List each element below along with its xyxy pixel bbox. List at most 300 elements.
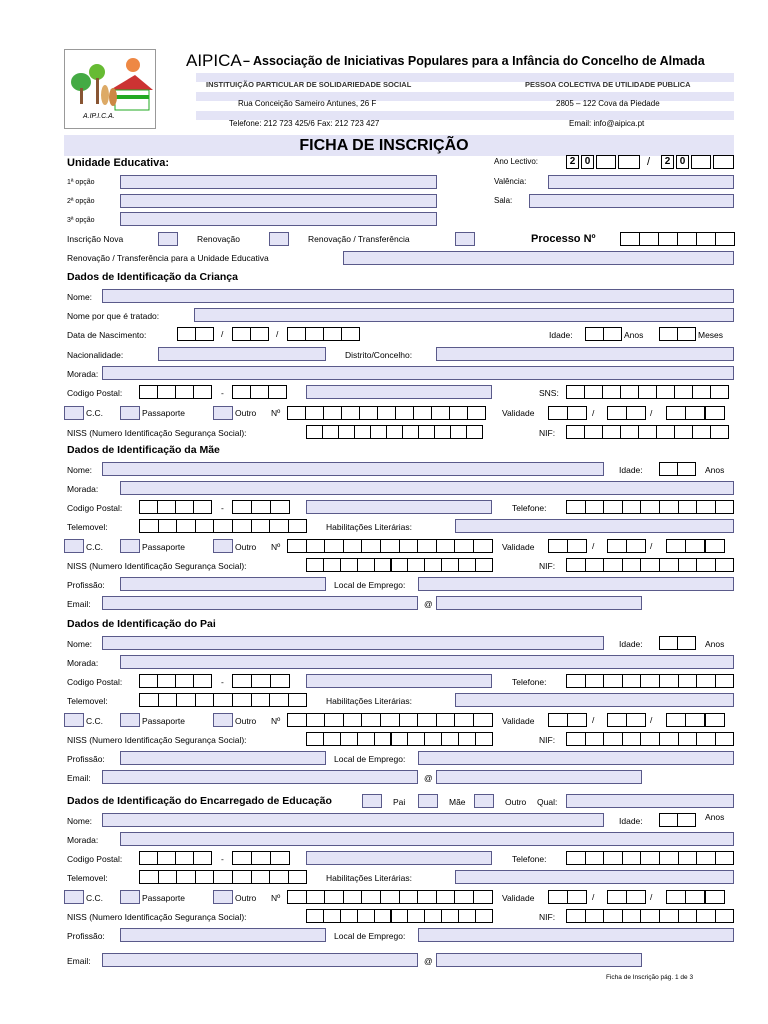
cell[interactable] (139, 500, 158, 514)
cell[interactable] (715, 232, 735, 246)
cell[interactable] (677, 327, 696, 341)
cell[interactable] (175, 385, 194, 399)
cell[interactable] (626, 890, 646, 904)
renov-unidade-field[interactable] (343, 251, 734, 265)
cell[interactable] (710, 385, 729, 399)
enc-outro2-checkbox[interactable] (474, 794, 494, 808)
pai-localidade-field[interactable] (306, 674, 492, 688)
cell[interactable] (213, 870, 233, 884)
cell[interactable] (603, 851, 623, 865)
enc-telefone-cells[interactable] (566, 851, 733, 865)
enc-nif-cells[interactable] (566, 909, 733, 923)
crianca-localidade-field[interactable] (306, 385, 492, 399)
cell[interactable] (607, 539, 627, 553)
cell[interactable] (458, 909, 476, 923)
cell[interactable] (678, 500, 698, 514)
cell[interactable] (602, 385, 621, 399)
renov-transf-checkbox[interactable] (455, 232, 475, 246)
cell[interactable] (677, 462, 696, 476)
pai-email-domain-field[interactable] (436, 770, 642, 784)
pai-cc-checkbox[interactable] (64, 713, 84, 727)
cell[interactable] (157, 851, 176, 865)
ano-cell-4[interactable] (618, 155, 640, 169)
pai-passaporte-checkbox[interactable] (120, 713, 140, 727)
cell[interactable] (232, 674, 252, 688)
cell[interactable] (417, 713, 437, 727)
cell[interactable] (658, 232, 678, 246)
cell[interactable] (566, 851, 586, 865)
cell[interactable] (715, 674, 735, 688)
cell[interactable] (250, 385, 269, 399)
cell[interactable] (620, 385, 639, 399)
cell[interactable] (473, 539, 493, 553)
cell[interactable] (473, 713, 493, 727)
cell[interactable] (705, 713, 725, 727)
cell[interactable] (341, 406, 360, 420)
cell[interactable] (139, 693, 159, 707)
enc-pai-checkbox[interactable] (362, 794, 382, 808)
cell[interactable] (620, 425, 639, 439)
crianca-nif-cells[interactable] (566, 425, 734, 439)
cell[interactable] (677, 813, 696, 827)
mae-doc-cells[interactable] (287, 539, 492, 553)
valencia-field[interactable] (548, 175, 734, 189)
cell[interactable] (548, 890, 568, 904)
cell[interactable] (340, 732, 358, 746)
cell[interactable] (391, 558, 409, 572)
pai-nif-cells[interactable] (566, 732, 733, 746)
cell[interactable] (287, 539, 307, 553)
cell[interactable] (585, 327, 604, 341)
cell[interactable] (232, 327, 251, 341)
cell[interactable] (567, 890, 587, 904)
cell[interactable] (585, 909, 605, 923)
cell[interactable] (323, 327, 342, 341)
cell[interactable] (287, 327, 306, 341)
pai-telemovel-cells[interactable] (139, 693, 306, 707)
cell[interactable] (705, 406, 725, 420)
cell[interactable] (548, 539, 568, 553)
mae-passaporte-checkbox[interactable] (120, 539, 140, 553)
cell[interactable] (678, 851, 698, 865)
cell[interactable] (584, 425, 603, 439)
mae-validade-cells[interactable] (548, 539, 734, 553)
cell[interactable] (710, 425, 729, 439)
pai-telefone-cells[interactable] (566, 674, 733, 688)
cell[interactable] (566, 425, 585, 439)
mae-localidade-field[interactable] (306, 500, 492, 514)
cell[interactable] (176, 519, 196, 533)
cell[interactable] (195, 327, 214, 341)
cell[interactable] (441, 909, 459, 923)
cell[interactable] (659, 674, 679, 688)
pai-habilitacoes-field[interactable] (455, 693, 734, 707)
cell[interactable] (232, 519, 252, 533)
cell[interactable] (324, 713, 344, 727)
cell[interactable] (380, 890, 400, 904)
cell[interactable] (692, 425, 711, 439)
cell[interactable] (287, 713, 307, 727)
cell[interactable] (270, 851, 290, 865)
mae-nome-field[interactable] (102, 462, 604, 476)
cell[interactable] (626, 713, 646, 727)
cell[interactable] (306, 732, 324, 746)
cell[interactable] (585, 558, 605, 572)
cell[interactable] (622, 909, 642, 923)
cell[interactable] (677, 636, 696, 650)
crianca-doc-cells[interactable] (287, 406, 492, 420)
mae-email-field[interactable] (102, 596, 418, 610)
cell[interactable] (157, 385, 176, 399)
crianca-niss-cells[interactable] (306, 425, 492, 439)
cell[interactable] (399, 890, 419, 904)
cell[interactable] (666, 713, 686, 727)
cell[interactable] (659, 851, 679, 865)
cell[interactable] (139, 519, 159, 533)
cell[interactable] (175, 674, 194, 688)
cell[interactable] (175, 851, 194, 865)
cell[interactable] (715, 558, 735, 572)
cell[interactable] (193, 500, 212, 514)
cell[interactable] (666, 539, 686, 553)
cell[interactable] (407, 558, 425, 572)
cell[interactable] (696, 500, 716, 514)
cell[interactable] (139, 674, 158, 688)
cell[interactable] (640, 558, 660, 572)
cell[interactable] (306, 890, 326, 904)
cell[interactable] (566, 385, 585, 399)
cell[interactable] (475, 732, 493, 746)
distrito-field[interactable] (436, 347, 734, 361)
cell[interactable] (475, 558, 493, 572)
nacionalidade-field[interactable] (158, 347, 326, 361)
enc-localidade-field[interactable] (306, 851, 492, 865)
ano-cell-3[interactable] (596, 155, 616, 169)
cell[interactable] (340, 909, 358, 923)
cell[interactable] (232, 870, 252, 884)
cell[interactable] (603, 909, 623, 923)
cell[interactable] (361, 713, 381, 727)
mae-cp2-cells[interactable] (232, 500, 289, 514)
enc-telemovel-cells[interactable] (139, 870, 306, 884)
cell[interactable] (622, 500, 642, 514)
cell[interactable] (175, 500, 194, 514)
mae-habilitacoes-field[interactable] (455, 519, 734, 533)
cell[interactable] (213, 693, 233, 707)
cell[interactable] (251, 500, 271, 514)
enc-morada-field[interactable] (120, 832, 734, 846)
cell[interactable] (567, 713, 587, 727)
crianca-cp-cells[interactable] (139, 385, 213, 399)
pai-idade-cells[interactable] (659, 636, 695, 650)
enc-qual-field[interactable] (566, 794, 734, 808)
cell[interactable] (548, 406, 568, 420)
cell[interactable] (678, 732, 698, 746)
enc-email-field[interactable] (102, 953, 418, 967)
cell[interactable] (176, 693, 196, 707)
cell[interactable] (436, 713, 456, 727)
cell[interactable] (638, 425, 657, 439)
enc-cp2-cells[interactable] (232, 851, 289, 865)
cell[interactable] (250, 327, 269, 341)
mae-telefone-cells[interactable] (566, 500, 733, 514)
cell[interactable] (338, 425, 355, 439)
cell[interactable] (685, 539, 705, 553)
cell[interactable] (305, 406, 324, 420)
cell[interactable] (715, 732, 735, 746)
cell[interactable] (402, 425, 419, 439)
cell[interactable] (566, 909, 586, 923)
opcao2-field[interactable] (120, 194, 437, 208)
cell[interactable] (659, 327, 678, 341)
cell[interactable] (603, 500, 623, 514)
enc-habilitacoes-field[interactable] (455, 870, 734, 884)
cell[interactable] (232, 385, 251, 399)
cell[interactable] (407, 732, 425, 746)
cell[interactable] (323, 909, 341, 923)
cell[interactable] (659, 558, 679, 572)
cell[interactable] (639, 232, 659, 246)
cell[interactable] (306, 909, 324, 923)
cell[interactable] (399, 713, 419, 727)
cell[interactable] (603, 674, 623, 688)
pai-nome-field[interactable] (102, 636, 604, 650)
mae-nif-cells[interactable] (566, 558, 733, 572)
cell[interactable] (391, 909, 409, 923)
cell[interactable] (692, 385, 711, 399)
pai-validade-cells[interactable] (548, 713, 734, 727)
crianca-outro-checkbox[interactable] (213, 406, 233, 420)
ano-cell-1[interactable]: 2 (566, 155, 579, 169)
cell[interactable] (157, 500, 176, 514)
cell[interactable] (177, 327, 196, 341)
cell[interactable] (357, 909, 375, 923)
cell[interactable] (603, 732, 623, 746)
cell[interactable] (450, 425, 467, 439)
cell[interactable] (306, 558, 324, 572)
mae-niss-cells[interactable] (306, 558, 492, 572)
cell[interactable] (158, 870, 178, 884)
renovacao-checkbox[interactable] (269, 232, 289, 246)
cell[interactable] (473, 890, 493, 904)
cell[interactable] (696, 851, 716, 865)
cell[interactable] (715, 500, 735, 514)
enc-profissao-field[interactable] (120, 928, 326, 942)
mae-outro-checkbox[interactable] (213, 539, 233, 553)
cell[interactable] (158, 519, 178, 533)
cell[interactable] (269, 693, 289, 707)
cell[interactable] (622, 851, 642, 865)
cell[interactable] (566, 674, 586, 688)
cell[interactable] (715, 909, 735, 923)
cell[interactable] (139, 385, 158, 399)
crianca-cc-checkbox[interactable] (64, 406, 84, 420)
enc-cp-cells[interactable] (139, 851, 211, 865)
cell[interactable] (622, 674, 642, 688)
cell[interactable] (391, 732, 409, 746)
cell[interactable] (176, 870, 196, 884)
cell[interactable] (232, 851, 252, 865)
cell[interactable] (424, 558, 442, 572)
pai-email-field[interactable] (102, 770, 418, 784)
cell[interactable] (475, 909, 493, 923)
cell[interactable] (696, 674, 716, 688)
cell[interactable] (585, 674, 605, 688)
enc-outro-checkbox[interactable] (213, 890, 233, 904)
cell[interactable] (441, 558, 459, 572)
cell[interactable] (323, 732, 341, 746)
cell[interactable] (370, 425, 387, 439)
cell[interactable] (659, 813, 678, 827)
cell[interactable] (607, 713, 627, 727)
pai-doc-cells[interactable] (287, 713, 492, 727)
cell[interactable] (357, 732, 375, 746)
cell[interactable] (696, 558, 716, 572)
crianca-cp2-cells[interactable] (232, 385, 288, 399)
cell[interactable] (374, 558, 392, 572)
enc-nome-field[interactable] (102, 813, 604, 827)
cell[interactable] (139, 851, 158, 865)
cell[interactable] (306, 713, 326, 727)
cell[interactable] (666, 406, 686, 420)
enc-validade-cells[interactable] (548, 890, 734, 904)
cell[interactable] (585, 500, 605, 514)
cell[interactable] (436, 539, 456, 553)
cell[interactable] (354, 425, 371, 439)
cell[interactable] (602, 425, 621, 439)
sns-cells[interactable] (566, 385, 734, 399)
cell[interactable] (620, 232, 640, 246)
opcao3-field[interactable] (120, 212, 437, 226)
cell[interactable] (269, 519, 289, 533)
cell[interactable] (157, 674, 176, 688)
cell[interactable] (640, 500, 660, 514)
processo-cells[interactable] (620, 232, 734, 246)
cell[interactable] (638, 385, 657, 399)
cell[interactable] (288, 870, 308, 884)
cell[interactable] (640, 851, 660, 865)
cell[interactable] (696, 732, 716, 746)
cell[interactable] (685, 406, 705, 420)
pai-profissao-field[interactable] (120, 751, 326, 765)
cell[interactable] (696, 909, 716, 923)
cell[interactable] (548, 713, 568, 727)
cell[interactable] (431, 406, 450, 420)
cell[interactable] (251, 519, 271, 533)
cell[interactable] (324, 890, 344, 904)
cell[interactable] (305, 327, 324, 341)
pai-outro-checkbox[interactable] (213, 713, 233, 727)
cell[interactable] (380, 713, 400, 727)
cell[interactable] (685, 713, 705, 727)
cell[interactable] (417, 890, 437, 904)
cell[interactable] (287, 406, 306, 420)
cell[interactable] (287, 890, 307, 904)
cell[interactable] (357, 558, 375, 572)
cell[interactable] (626, 406, 646, 420)
cell[interactable] (685, 890, 705, 904)
cell[interactable] (705, 890, 725, 904)
cell[interactable] (418, 425, 435, 439)
cell[interactable] (666, 890, 686, 904)
cell[interactable] (270, 674, 290, 688)
cell[interactable] (458, 558, 476, 572)
enc-passaporte-checkbox[interactable] (120, 890, 140, 904)
cell[interactable] (424, 909, 442, 923)
cell[interactable] (640, 674, 660, 688)
cell[interactable] (193, 851, 212, 865)
cell[interactable] (341, 327, 360, 341)
cell[interactable] (377, 406, 396, 420)
cell[interactable] (399, 539, 419, 553)
cell[interactable] (323, 558, 341, 572)
cell[interactable] (232, 693, 252, 707)
cell[interactable] (696, 232, 716, 246)
cell[interactable] (424, 732, 442, 746)
cell[interactable] (374, 732, 392, 746)
cell[interactable] (343, 713, 363, 727)
opcao1-field[interactable] (120, 175, 437, 189)
cell[interactable] (585, 851, 605, 865)
cell[interactable] (454, 890, 474, 904)
cell[interactable] (449, 406, 468, 420)
sala-field[interactable] (529, 194, 734, 208)
cell[interactable] (607, 406, 627, 420)
cell[interactable] (705, 539, 725, 553)
cell[interactable] (270, 500, 290, 514)
cell[interactable] (566, 500, 586, 514)
cell[interactable] (306, 425, 323, 439)
cell[interactable] (585, 732, 605, 746)
cell[interactable] (139, 870, 159, 884)
cell[interactable] (659, 732, 679, 746)
cell[interactable] (566, 558, 586, 572)
mae-morada-field[interactable] (120, 481, 734, 495)
cell[interactable] (622, 558, 642, 572)
cell[interactable] (678, 909, 698, 923)
cell[interactable] (343, 890, 363, 904)
enc-doc-cells[interactable] (287, 890, 492, 904)
cell[interactable] (343, 539, 363, 553)
cell[interactable] (193, 385, 212, 399)
cell[interactable] (407, 909, 425, 923)
cell[interactable] (361, 890, 381, 904)
cell[interactable] (715, 851, 735, 865)
cell[interactable] (567, 406, 587, 420)
cell[interactable] (251, 693, 271, 707)
enc-mae-checkbox[interactable] (418, 794, 438, 808)
cell[interactable] (640, 732, 660, 746)
mae-local-field[interactable] (418, 577, 734, 591)
cell[interactable] (195, 519, 215, 533)
crianca-nome-field[interactable] (102, 289, 734, 303)
cell[interactable] (674, 425, 693, 439)
cell[interactable] (626, 539, 646, 553)
cell[interactable] (659, 462, 678, 476)
mae-email-domain-field[interactable] (436, 596, 642, 610)
enc-cc-checkbox[interactable] (64, 890, 84, 904)
cell[interactable] (322, 425, 339, 439)
crianca-tratado-field[interactable] (194, 308, 734, 322)
cell[interactable] (213, 519, 233, 533)
cell[interactable] (441, 732, 459, 746)
cell[interactable] (395, 406, 414, 420)
cell[interactable] (251, 851, 271, 865)
cell[interactable] (566, 732, 586, 746)
crianca-passaporte-checkbox[interactable] (120, 406, 140, 420)
cell[interactable] (659, 636, 678, 650)
cell[interactable] (436, 890, 456, 904)
